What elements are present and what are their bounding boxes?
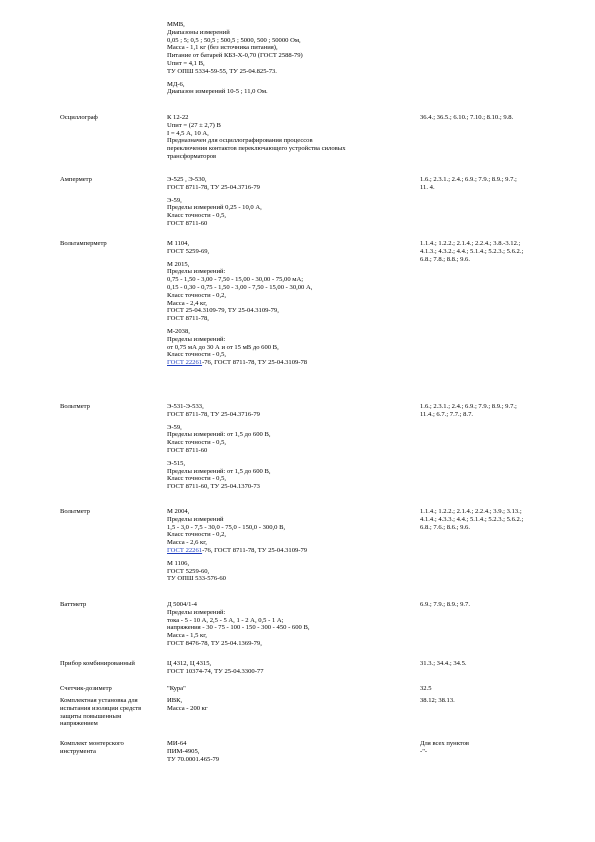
clause-reference-line: 32.5 (420, 685, 432, 692)
spec-line: Пределы измерений (167, 515, 224, 523)
clause-references (420, 601, 560, 609)
spec-line: Uпит = (27 ± 2,7) В (167, 121, 221, 129)
instrument-spec (167, 508, 412, 588)
spec-line: М 1106, (167, 559, 190, 567)
spec-line: Э-59, (167, 423, 182, 431)
instrument-spec (167, 697, 412, 718)
spec-line: Питание от батарей КБЗ-Х-0,70 (ГОСТ 2588-79) (167, 52, 303, 60)
spec-line: 0,15 - 0,30 - 0,75 - 1,50 - 3,00 - 7,50 - 15,00 - 30,00 А, (167, 283, 313, 291)
spec-block (167, 460, 412, 491)
clause-references (420, 176, 560, 192)
spec-line: ГОСТ 25-04.3109-79, ТУ 25-04.3109-79, (167, 307, 279, 315)
spec-line: переключения контактов переключающего устройства силовых (167, 145, 346, 153)
instrument-type-line: Вольтметр (60, 403, 90, 410)
spec-line: Пределы измерений: (167, 608, 226, 616)
instrument-type-line: Комплект монтерского (60, 740, 124, 747)
spec-line: М-2038, (167, 327, 190, 335)
instrument-type-line: Вольтамперметр (60, 240, 107, 247)
instrument-type (60, 697, 160, 728)
spec-line: ТУ 70.0001.465-79 (167, 755, 220, 763)
spec-line: Класс точности - 0,5, (167, 439, 227, 447)
instrument-spec (167, 240, 412, 372)
spec-block (167, 697, 412, 713)
instrument-type (60, 403, 160, 411)
spec-line: ГОСТ 8711-60 (167, 446, 208, 454)
spec-block (167, 261, 412, 323)
spec-line: Масса - 1,5 кг, (167, 632, 207, 640)
instrument-type (60, 508, 160, 516)
spec-line: Э-531-Э-533, (167, 403, 204, 410)
instrument-type-line: испытания изоляции средств (60, 704, 142, 712)
instrument-type-line: Счетчик-дозиметр (60, 685, 112, 692)
instrument-type (60, 740, 160, 756)
clause-references (420, 403, 560, 419)
spec-line (167, 547, 412, 555)
instrument-spec (167, 21, 412, 101)
clause-reference-line: Для всех пунктов (420, 740, 470, 747)
instrument-spec (167, 685, 412, 698)
gost-link[interactable]: ГОСТ 22261 (167, 359, 203, 367)
spec-line: Предназначен для осциллографирования процессов (167, 137, 313, 145)
instrument-spec (167, 176, 412, 233)
gost-link-suffix: -76, ГОСТ 8711-78, ТУ 25-04.3109-78 (202, 359, 308, 367)
gost-link[interactable]: ГОСТ 22261 (167, 546, 203, 554)
spec-line: Диапазон измерений 10-5 ; 11,0 Ом. (167, 88, 268, 96)
spec-line: ГОСТ 8711-78, ТУ 25-04.3716-79 (167, 183, 260, 191)
spec-line: Масса - 1,1 кг (без источника питания), (167, 44, 278, 52)
spec-line: ГОСТ 8711-60, ТУ 25-04.1370-73 (167, 483, 260, 491)
gost-link-suffix: -76, ГОСТ 8711-78, ТУ 25-04.3109-79 (202, 546, 308, 554)
spec-line: М 2004, (167, 508, 190, 515)
spec-line: Пределы измерений 0,25 - 10,0 А, (167, 204, 262, 212)
spec-line: "Кура" (167, 685, 186, 692)
spec-line: Uпит = 4,1 В, (167, 59, 205, 67)
spec-block (167, 176, 412, 192)
spec-line: Класс точности - 0,5, (167, 351, 227, 359)
clause-references (420, 685, 560, 693)
instrument-type-line: Комплектная установка для (60, 697, 138, 704)
clause-reference-line: 1.6.; 2.3.1.; 2.4.; 6.9.; 7.9.; 8.9.; 9.7.; (420, 176, 517, 183)
clause-reference-line: 4.1.3.; 4.3.2.; 4.4.; 5.1.4.; 5.2.3.; 5.6.2.; (420, 247, 524, 255)
clause-reference-line: 31.3.; 34.4.; 34.5. (420, 660, 467, 667)
instrument-type-line: Осциллограф (60, 114, 98, 121)
instrument-spec (167, 601, 412, 653)
spec-line: Пределы измерений: от 1,5 до 600 В, (167, 431, 271, 439)
spec-block (167, 424, 412, 455)
spec-block (167, 685, 412, 693)
clause-reference-line: 6.9.; 7.9.; 8.9.; 9.7. (420, 601, 471, 608)
instrument-type (60, 601, 160, 609)
spec-line: Э-525 , Э-530, (167, 176, 207, 183)
instrument-type-line: Прибор комбинированный (60, 660, 135, 667)
instrument-type-line: защиты повышенным (60, 712, 122, 720)
spec-line: Э-59, (167, 196, 182, 204)
spec-line: ПИМ-4905, (167, 747, 200, 755)
clause-reference-line: 36.4.; 36.5.; 6.10.; 7.10.; 8.10.; 9.8. (420, 114, 514, 121)
spec-line: Ц 4312, Ц 4315, (167, 660, 212, 667)
instrument-spec (167, 114, 412, 166)
clause-reference-line: 11.4.; 6.7.; 7.7.; 8.7. (420, 410, 474, 418)
spec-line: Масса - 2,6 кг, (167, 539, 207, 547)
clause-reference-line: 1.1.4.; 1.2.2.; 2.1.4.; 2.2.4.; 3.8.-3.12.; (420, 240, 521, 247)
spec-line: ГОСТ 8711-60 (167, 219, 208, 227)
spec-block (167, 403, 412, 419)
spec-block (167, 660, 412, 676)
spec-line: ГОСТ 10374-74, ТУ 25-04.3300-77 (167, 667, 264, 675)
spec-line: ГОСТ 5259-60, (167, 567, 210, 575)
spec-line: М 2015, (167, 260, 190, 268)
spec-line: трансформаторов (167, 152, 217, 160)
spec-line: Пределы измерений: (167, 335, 226, 343)
clause-reference-line: 4.1.4.; 4.3.3.; 4.4.; 5.1.4.; 5.2.3.; 5.6.2.; (420, 515, 524, 523)
spec-line: ГОСТ 8476-78, ТУ 25-04.1369-79, (167, 639, 262, 647)
instrument-type-line: Ваттметр (60, 601, 87, 608)
clause-reference-line: 38.12; 38.13. (420, 697, 455, 704)
spec-line: ТУ ОПШ 5334-59-55, ТУ 25-04.825-73. (167, 67, 277, 75)
spec-block (167, 560, 412, 583)
spec-line: Диапазоны измерений (167, 28, 230, 36)
spec-line: Класс точности - 0,2, (167, 531, 227, 539)
clause-reference-line: 6.8.; 7.8.; 8.8.; 9.6. (420, 255, 471, 263)
spec-line: тока - 5 - 10 А, 2,5 - 5 А, 1 - 2 А, 0,5 - 1 А; (167, 616, 284, 624)
spec-line: ГОСТ 8711-78, (167, 315, 209, 323)
spec-line: 0,75 - 1,50 - 3,00 - 7,50 - 15,00 - 30,00 - 75,00 мА; (167, 276, 304, 284)
instrument-type (60, 240, 160, 248)
spec-block (167, 114, 412, 161)
spec-line: I = 4,5 А, 10 А, (167, 129, 209, 137)
spec-block (167, 508, 412, 555)
spec-line: МИ-64 (167, 740, 187, 747)
spec-line (167, 359, 412, 367)
spec-line: Пределы измерений: (167, 268, 226, 276)
spec-block (167, 197, 412, 228)
clause-reference-line: 6.8.; 7.6.; 8.6.; 9.6. (420, 523, 471, 531)
spec-line: Класс точности - 0,5, (167, 212, 227, 220)
spec-line: Масса - 200 кг (167, 704, 208, 712)
spec-block (167, 240, 412, 256)
clause-references (420, 660, 560, 668)
spec-line: напряжения - 30 - 75 - 100 - 150 - 300 - 450 - 600 В, (167, 624, 310, 632)
clause-reference-line: 11. 4. (420, 183, 435, 191)
instrument-type (60, 660, 160, 668)
clause-references (420, 697, 560, 705)
spec-line: МД-6, (167, 80, 185, 88)
instrument-type (60, 114, 160, 122)
spec-line: от 0,75 мА до 30 А и от 15 мВ до 600 В, (167, 343, 279, 351)
instrument-spec (167, 740, 412, 768)
instrument-type (60, 176, 160, 184)
spec-line: Класс точности - 0,2, (167, 291, 227, 299)
clause-references (420, 114, 560, 122)
spec-line: 0,05 ; 5; 0,5 ; 50,5 ; 500,5 ; 5000, 500 ; 50000 Ом, (167, 36, 301, 44)
clause-references (420, 240, 560, 263)
spec-line: Д 5004/1-4 (167, 601, 197, 608)
spec-block (167, 601, 412, 648)
spec-line: ИВК, (167, 697, 183, 704)
instrument-spec (167, 660, 412, 681)
spec-block (167, 81, 412, 97)
spec-line: К 12-22 (167, 114, 189, 121)
spec-line: ГОСТ 8711-78, ТУ 25-04.3716-79 (167, 410, 260, 418)
clause-references (420, 740, 560, 756)
spec-line: ГОСТ 5259-69, (167, 247, 210, 255)
spec-line: М 1104, (167, 240, 190, 247)
instrument-type-line: Вольтметр (60, 508, 90, 515)
instrument-type (60, 685, 160, 693)
spec-line: 1,5 - 3,0 - 7,5 - 30,0 - 75,0 - 150,0 - 300,0 В, (167, 523, 286, 531)
spec-block (167, 21, 412, 76)
instrument-spec (167, 403, 412, 496)
instrument-type-line: напряжением (60, 720, 98, 728)
spec-line: ТУ ОПШ 533-576-60 (167, 575, 226, 583)
spec-block (167, 328, 412, 367)
spec-line: ММВ, (167, 21, 185, 28)
clause-reference-line: 1.1.4.; 1.2.2.; 2.1.4.; 2.2.4.; 3.9.; 3.13.; (420, 508, 522, 515)
clause-references (420, 508, 560, 531)
instrument-type-line: Амперметр (60, 176, 92, 183)
clause-reference-line: 1.6.; 2.3.1.; 2.4.; 6.9.; 7.9.; 8.9.; 9.7.; (420, 403, 517, 410)
instrument-type-line: инструмента (60, 747, 96, 755)
spec-line: Класс точности - 0,5, (167, 475, 227, 483)
spec-line: Пределы измерений: от 1,5 до 600 В, (167, 467, 271, 475)
clause-reference-line: -"- (420, 747, 428, 755)
spec-line: Э-515, (167, 459, 186, 467)
spec-line: Масса - 2,4 кг, (167, 299, 207, 307)
spec-block (167, 740, 412, 763)
